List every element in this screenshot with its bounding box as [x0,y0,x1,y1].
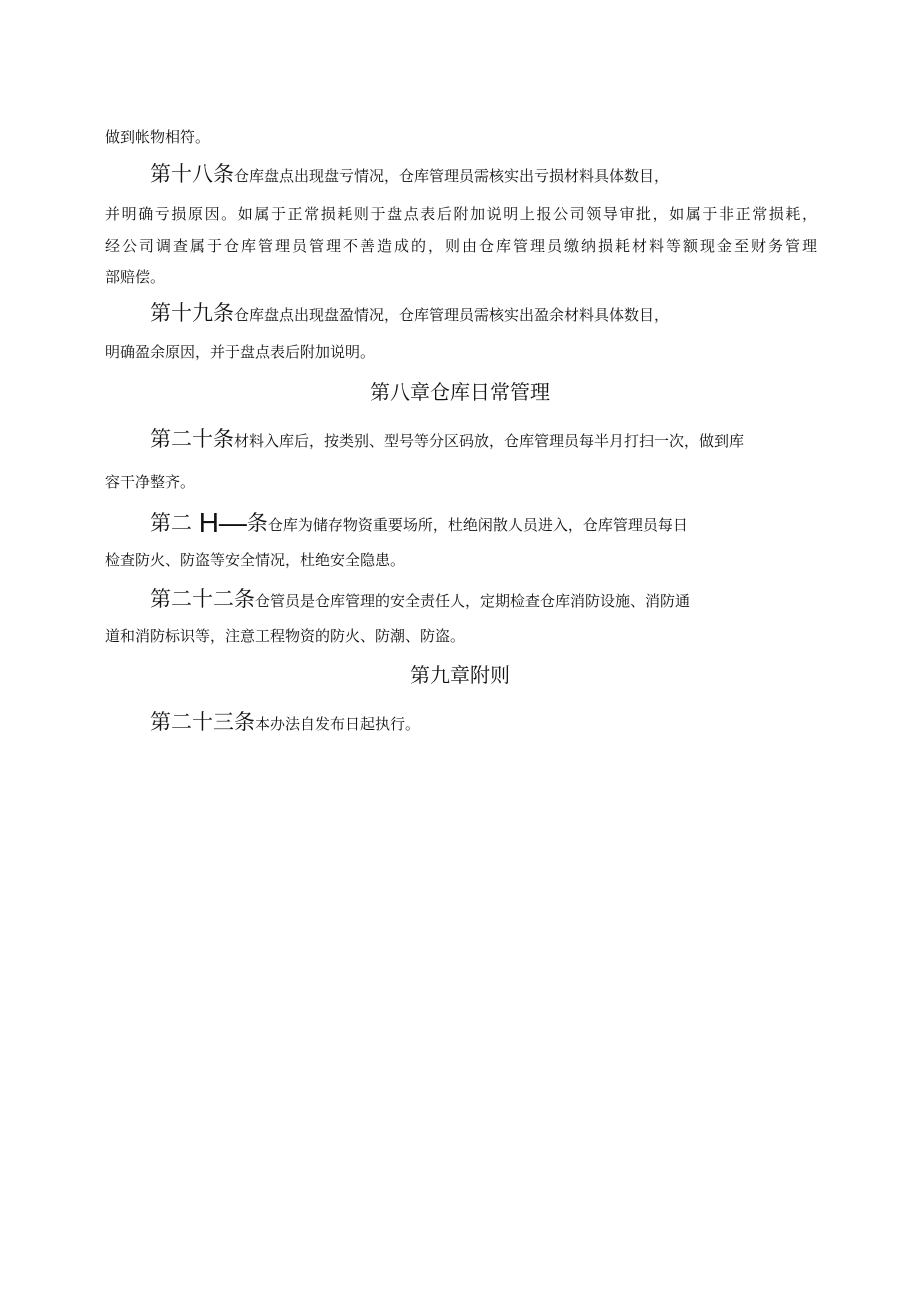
article-title: 第二十条 [150,427,234,451]
article-title: 第二十三条 [150,710,255,734]
text-line: 检查防火、防盗等安全情况，杜绝安全隐患。 [105,551,406,569]
article-title-garbled: H— [198,507,247,538]
article-title: 第十九条 [150,301,234,325]
text-line: 道和消防标识等，注意工程物资的防火、防潮、防盗。 [105,627,466,645]
article-text: 材料入库后，按类别、型号等分区码放，仓库管理员每半月打扫一次，做到库 [234,432,745,450]
article-text: 仓管员是仓库管理的安全责任人，定期检查仓库消防设施、消防通 [255,592,691,610]
text-line: 明确盈余原因，并于盘点表后附加说明。 [105,343,376,361]
text-line: 做到帐物相符。 [105,128,211,146]
text-line: 容干净整齐。 [105,473,196,491]
article-23 [150,710,420,734]
article-title: 第十八条 [150,162,234,186]
text-line: 部赔偿。 [105,268,166,286]
chapter-heading: 第八章仓库日常管理 [370,380,550,404]
chapter-heading: 第九章附则 [410,663,510,687]
article-20 [150,427,744,451]
article-22 [150,587,690,611]
article-title: 第二十二条 [150,587,255,611]
article-21 [150,507,688,538]
article-19 [150,301,669,325]
article-text: 仓库盘点出现盘盈情况，仓库管理员需核实出盈余材料具体数目， [234,306,670,324]
text-line: 并明确亏损原因。如属于正常损耗则于盘点表后附加说明上报公司领导审批，如属于非正常损耗， [105,205,817,223]
article-text: 仓库为储存物资重要场所，杜绝闲散人员进入，仓库管理员每日 [267,516,688,534]
text-line: 经公司调查属于仓库管理员管理不善造成的，则由仓库管理员缴纳损耗材料等额现金至财务管理 [105,237,817,255]
article-title-prefix: 第二 [150,511,199,535]
article-text: 仓库盘点出现盘亏情况，仓库管理员需核实出亏损材料具体数目， [234,167,670,185]
article-text: 本办法自发布日起执行。 [255,715,421,733]
article-18 [150,162,669,186]
article-title-suffix: 条 [246,511,268,535]
